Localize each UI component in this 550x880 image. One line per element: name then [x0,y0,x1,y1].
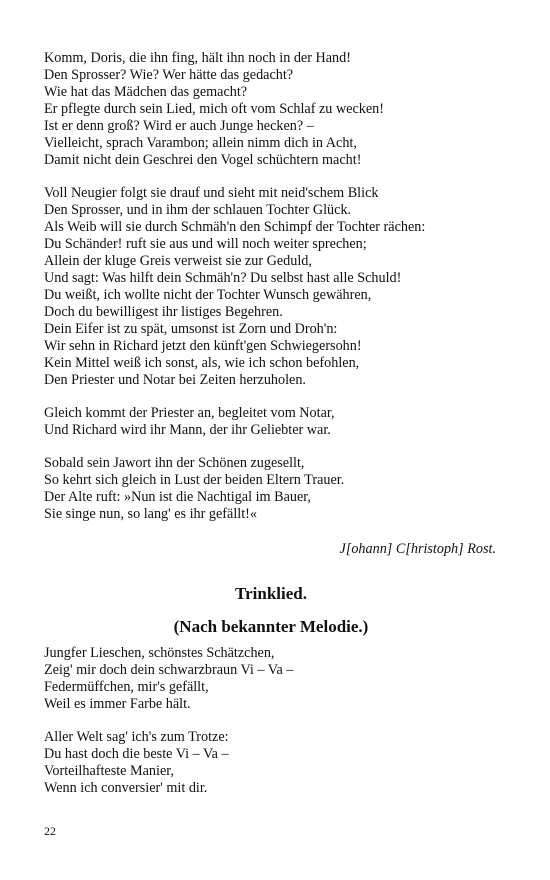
poem-stanza [44,50,498,169]
poem-line: Doch du bewilligest ihr listiges Begehren. [44,304,283,320]
poem-line: Federmüffchen, mir's gefällt, [44,679,209,695]
poem-title: Trinklied. [235,584,307,603]
poem-line: Kein Mittel weiß ich sonst, als, wie ich schon befohlen, [44,355,360,371]
poem-stanza [44,729,498,797]
poem-line: Wie hat das Mädchen das gemacht? [44,84,248,100]
poem-line: Und sagt: Was hilft dein Schmäh'n? Du selbst hast alle Schuld! [44,270,402,286]
poem-line: Den Priester und Notar bei Zeiten herzuholen. [44,372,306,388]
poem-line: Als Weib will sie durch Schmäh'n den Schimpf der Tochter rächen: [44,219,426,235]
poem-stanza [44,185,498,389]
poem-line: Voll Neugier folgt sie drauf und sieht mit neid'schem Blick [44,185,379,201]
poem-stanza [44,645,498,713]
poem-line: Vielleicht, sprach Varambon; allein nimm dich in Acht, [44,135,357,151]
page-number: 22 [44,824,56,838]
poem-subtitle: (Nach bekannter Melodie.) [173,617,369,636]
poem-line: Zeig' mir doch dein schwarzbraun Vi – Va – [44,662,294,678]
poem-line: Ist er denn groß? Wird er auch Junge hecken? – [44,118,314,134]
poem-line: Komm, Doris, die ihn fing, hält ihn noch in der Hand! [44,50,351,66]
poem-line: Wir sehn in Richard jetzt den künft'gen Schwiegersohn! [44,338,362,354]
poem-line: Sie singe nun, so lang' es ihr gefällt!« [44,506,257,522]
poem-line: Du weißt, ich wollte nicht der Tochter Wunsch gewähren, [44,287,372,303]
poem-line: Weil es immer Farbe hält. [44,696,191,712]
poem-line: Den Sprosser, und in ihm der schlauen Tochter Glück. [44,202,352,218]
poem-line: Gleich kommt der Priester an, begleitet vom Notar, [44,405,335,421]
poem-line: Damit nicht dein Geschrei den Vogel schüchtern macht! [44,152,362,168]
book-page [44,50,498,797]
poem-line: Du Schänder! ruft sie aus und will noch weiter sprechen; [44,236,367,252]
poem-stanza [44,455,498,523]
poem-line: Und Richard wird ihr Mann, der ihr Geliebter war. [44,422,331,438]
author-attribution: J[ohann] C[hristoph] Rost. [339,541,496,557]
poem-stanza [44,405,498,439]
poem-line: Den Sprosser? Wie? Wer hätte das gedacht? [44,67,294,83]
poem-line: Allein der kluge Greis verweist sie zur Geduld, [44,253,312,269]
poem-line: Dein Eifer ist zu spät, umsonst ist Zorn und Droh'n: [44,321,338,337]
poem-line: So kehrt sich gleich in Lust der beiden Eltern Trauer. [44,472,345,488]
poem-line: Wenn ich conversier' mit dir. [44,780,208,796]
poem-line: Vorteilhafteste Manier, [44,763,174,779]
poem-line: Der Alte ruft: »Nun ist die Nachtigal im Bauer, [44,489,311,505]
poem-line: Aller Welt sag' ich's zum Trotze: [44,729,229,745]
poem-line: Jungfer Lieschen, schönstes Schätzchen, [44,645,275,661]
poem-line: Er pflegte durch sein Lied, mich oft vom Schlaf zu wecken! [44,101,384,117]
poem-rost [44,50,498,558]
poem-line: Du hast doch die beste Vi – Va – [44,746,229,762]
poem-line: Sobald sein Jawort ihn der Schönen zugesellt, [44,455,305,471]
poem-trinklied [44,584,498,797]
